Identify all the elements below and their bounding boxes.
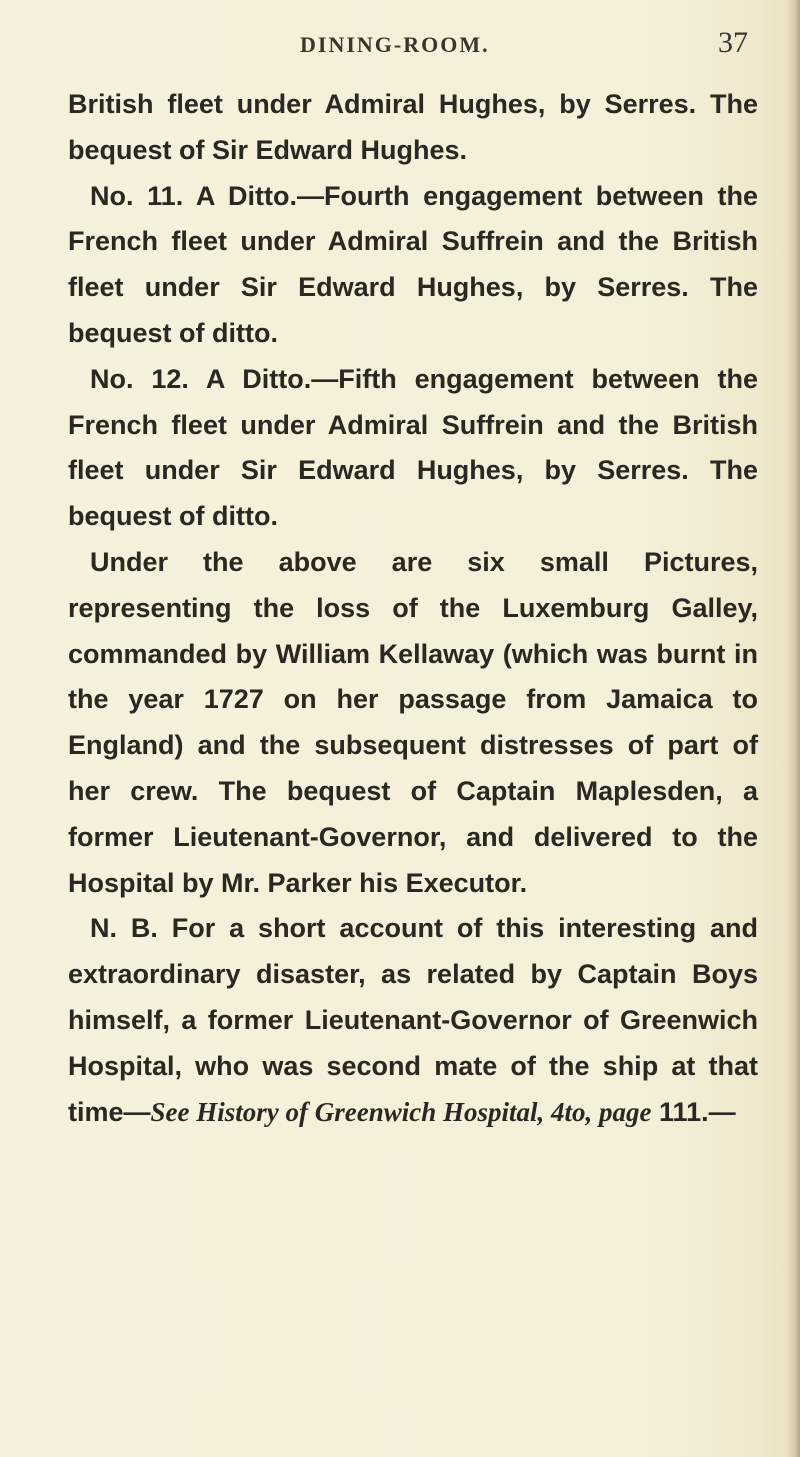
paragraph-5-text: N. B. For a short account of this interesting and extraordinary disaster, as related by Captain Boys himself, a former Lieutenant-Governor of Greenwich Hospital, who was second mate of the ship at that time—	[68, 913, 758, 1127]
paragraph-1: British fleet under Admiral Hughes, by Serres. The bequest of Sir Edward Hughes.	[68, 89, 758, 165]
reference-page: 111.—	[651, 1096, 736, 1127]
page-edge-shadow	[786, 0, 800, 1457]
page-number: 37	[718, 26, 748, 59]
page-body	[68, 82, 758, 1135]
paragraph-5	[68, 906, 758, 1135]
running-head	[0, 26, 800, 66]
paragraph-2: No. 11. A Ditto.—Fourth engagement between the French fleet under Admiral Suffrein and the British fleet under Sir Edward Hughes, by Serres. The bequest of ditto.	[68, 180, 758, 348]
reference-citation: See History of Greenwich Hospital, 4to, page	[150, 1096, 652, 1127]
running-title: DINING-ROOM.	[300, 32, 490, 57]
paragraph-3: No. 12. A Ditto.—Fifth engagement between the French fleet under Admiral Suffrein and the British fleet under Sir Edward Hughes, by Serres. The bequest of ditto.	[68, 363, 758, 532]
paragraph-4: Under the above are six small Pictures, representing the loss of the Luxemburg Galley, commanded by William Kellaway (which was burnt in the year 1727 on her passage from Jamaica to England) and the subsequent distresses of part of her crew. The bequest of Captain Maplesden, a former Lieutenant-Governor, and delivered to the Hospital by Mr. Parker his Executor.	[68, 546, 758, 898]
